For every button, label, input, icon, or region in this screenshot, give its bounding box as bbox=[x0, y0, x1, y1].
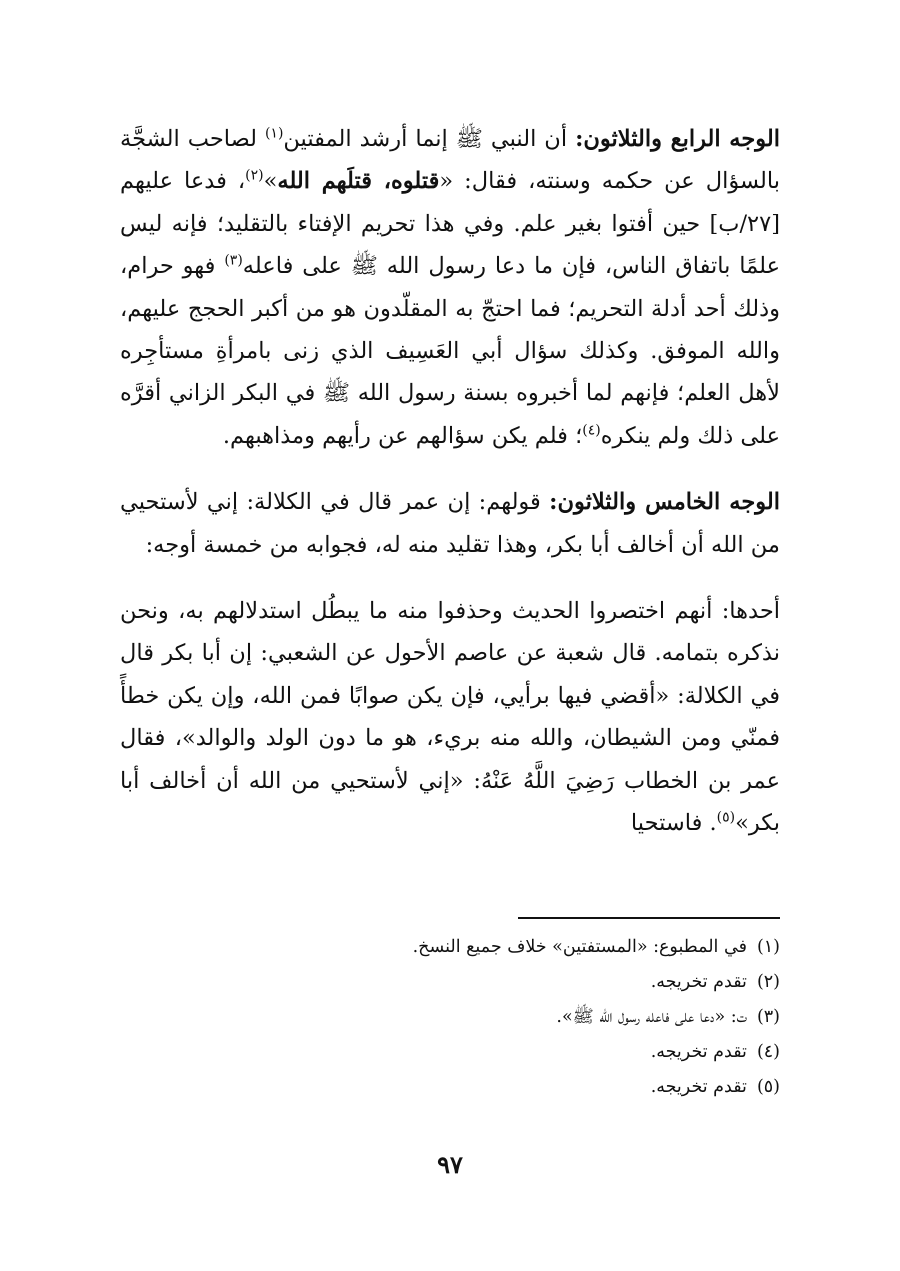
footnote-ref: (٤) bbox=[582, 422, 601, 439]
footnote-ref: (١) bbox=[264, 125, 284, 142]
quoted-hadith: قتلوه، قتلَهم الله bbox=[277, 168, 440, 195]
paragraph-text: لصاحب الشجَّة بالسؤال عن حكمه وسنته، فقال: « bbox=[120, 126, 780, 195]
footnote-number: (٢) bbox=[756, 972, 780, 992]
footnote-text: في المطبوع: «المستفتين» خلاف جميع النسخ. bbox=[412, 937, 747, 957]
footnote-number: (٤) bbox=[756, 1042, 780, 1062]
paragraph-text: أحدها: أنهم اختصروا الحديث وحذفوا منه ما يبطُل استدلالهم به، ونحن نذكره بتمامه. قال شعبة عن عاصم الأحول عن الشعبي: إن أبا بكر قال في الكلالة: «أقضي فيها برأيي، فإن يكن صوابًا فمن الله، وإن يكن خطأً فمنّي ومن الشيطان، والله منه بريء، هو ما دون الولد والوالد»، فقال عمر بن الخطاب رَضِيَ اللَّهُ عَنْهُ: «إني لأستحيي من الله أن أخالف أبا بكر» bbox=[120, 598, 780, 837]
footnotes bbox=[120, 930, 780, 1105]
paragraph-text: فهو حرام، وذلك أحد أدلة التحريم؛ فما احتجّ به المقلّدون هو من أكبر الحجج عليهم، والله الموفق. وكذلك سؤال أبي العَسِيف الذي زنى بامرأةِ مستأجِره لأهل العلم؛ فإنهم لما أخبروه بسنة رسول الله ﷺ في البكر الزاني أقرَّه على ذلك ولم ينكره bbox=[120, 253, 780, 449]
footnote-item bbox=[120, 930, 780, 965]
footnote-item bbox=[120, 965, 780, 1000]
paragraph-text: . فاستحيا bbox=[630, 810, 717, 837]
footnote-number: (٣) bbox=[756, 1007, 780, 1027]
footnote-ref: (٣) bbox=[224, 252, 243, 269]
footnote-item bbox=[120, 1035, 780, 1070]
paragraph-text: ، فدعا عليهم [٢٧/ب] حين أفتوا بغير علم. وفي هذا تحريم الإفتاء بالتقليد؛ فإنه ليس علمًا باتفاق الناس، فإن ما دعا رسول الله ﷺ على فاعله bbox=[120, 168, 780, 280]
footnote-item bbox=[120, 1070, 780, 1105]
paragraph-text: أن النبي ﷺ إنما أرشد المفتين bbox=[283, 126, 576, 152]
paragraph-text: قولهم: إن عمر قال في الكلالة: إني لأستحيي من الله أن أخالف أبا بكر، وهذا تقليد منه له، فجوابه من خمسة أوجه: bbox=[120, 489, 780, 558]
footnote-ref: (٥) bbox=[716, 809, 736, 826]
footnote-ref: (٢) bbox=[245, 167, 264, 184]
footnote-number: (٥) bbox=[756, 1077, 780, 1097]
main-text bbox=[120, 118, 780, 869]
paragraph-first-answer bbox=[120, 590, 780, 844]
paragraph-34 bbox=[120, 118, 780, 457]
footnote-divider bbox=[518, 917, 780, 919]
footnote-text: ت: «دعا على فاعله رسول الله ﷺ». bbox=[556, 1007, 747, 1027]
paragraph-heading: الوجه الخامس والثلاثون: bbox=[549, 489, 781, 516]
paragraph-35 bbox=[120, 481, 780, 566]
paragraph-text: ؛ فلم يكن سؤالهم عن رأيهم ومذاهبهم. bbox=[222, 422, 583, 449]
paragraph-heading: الوجه الرابع والثلاثون: bbox=[575, 126, 780, 152]
footnote-item bbox=[120, 1000, 780, 1035]
paragraph-text: » bbox=[263, 168, 278, 195]
footnote-text: تقدم تخريجه. bbox=[650, 972, 747, 992]
footnote-text: تقدم تخريجه. bbox=[650, 1042, 747, 1062]
footnote-text: تقدم تخريجه. bbox=[650, 1077, 747, 1097]
page-number: ٩٧ bbox=[437, 1150, 463, 1179]
footnote-number: (١) bbox=[756, 937, 780, 957]
